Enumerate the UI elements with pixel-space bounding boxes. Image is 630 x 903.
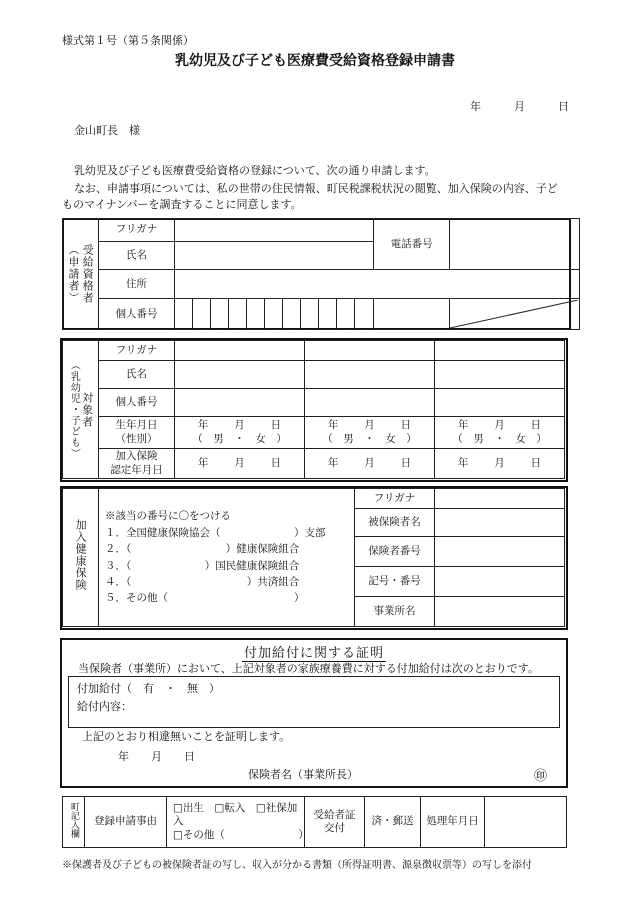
applicant-id-digit[interactable] bbox=[229, 299, 247, 330]
applicant-id-digit[interactable] bbox=[265, 299, 283, 330]
year-label: 年 bbox=[197, 456, 209, 469]
applicant-address-field[interactable] bbox=[175, 270, 580, 299]
child-furigana-field[interactable] bbox=[175, 341, 305, 361]
month-label: 月 bbox=[494, 456, 505, 469]
certificate-section bbox=[60, 638, 568, 788]
day-label: 日 bbox=[270, 456, 282, 469]
birth-label-2: （性別） bbox=[115, 432, 158, 445]
year-label: 年 bbox=[327, 456, 339, 469]
applicant-furigana-field[interactable] bbox=[175, 219, 374, 242]
child-insurance-label bbox=[99, 449, 175, 479]
insurance-side-label bbox=[63, 489, 99, 627]
certificate-body: 当保険者（事業所）において、上記対象者の家族療養費に対する付加給付は次のとおりです。 bbox=[78, 662, 539, 675]
child-id-label: 個人番号 bbox=[99, 389, 175, 417]
applicant-table bbox=[62, 218, 580, 330]
child-name-field[interactable] bbox=[175, 361, 305, 389]
month-label: 月 bbox=[494, 419, 505, 432]
sex-choice[interactable]: （ 男 ・ 女 ） bbox=[192, 432, 287, 445]
applicant-address-label: 住所 bbox=[99, 270, 175, 299]
insurance-option-1[interactable]: １．全国健康保険協会（ ）支部 bbox=[105, 527, 326, 540]
applicant-side-label bbox=[63, 219, 99, 330]
applicant-side-outer: 受給資格者 bbox=[81, 244, 95, 304]
office-label bbox=[63, 797, 85, 848]
insurance-options bbox=[99, 489, 355, 627]
year-label: 年 bbox=[457, 456, 469, 469]
day-label: 日 bbox=[400, 419, 412, 432]
child-birth-field[interactable] bbox=[305, 417, 435, 449]
applicant-phone-label: 電話番号 bbox=[374, 219, 450, 270]
applicant-phone-field[interactable] bbox=[450, 219, 580, 270]
insurance-option-4[interactable]: ４．（ ）共済組合 bbox=[105, 575, 300, 588]
month-label: 月 bbox=[364, 456, 375, 469]
intro-line-2: なお、申請事項については、私の世帯の住民情報、町民税課税状況の閲覧、加入保険の内容、子ど bbox=[74, 182, 558, 195]
process-date-label: 処理年月日 bbox=[421, 797, 485, 848]
date-month-label: 月 bbox=[514, 100, 525, 113]
birth-label-1: 生年月日 bbox=[115, 419, 158, 432]
day-label: 日 bbox=[530, 456, 542, 469]
insurer-number-field[interactable] bbox=[435, 537, 565, 567]
certificate-date: 年 月 日 bbox=[118, 750, 195, 763]
child-side-inner: （乳幼児・子ども） bbox=[68, 360, 80, 459]
form-number: 様式第１号（第５条関係） bbox=[62, 34, 194, 47]
reason-line-1[interactable]: □出生 □転入 □社保加入 bbox=[173, 802, 298, 828]
diagonal-line bbox=[450, 300, 578, 328]
page-title: 乳幼児及び子ども医療費受給資格登録申請書 bbox=[175, 53, 455, 69]
benefit-box[interactable] bbox=[68, 676, 560, 728]
office-label-text: 町記入欄 bbox=[68, 801, 79, 838]
insurance-side-text: 加入健康保険 bbox=[74, 519, 88, 592]
insurer-name-label: 保険者名（事業所長） bbox=[248, 768, 358, 781]
card-label-2: 交付 bbox=[324, 822, 345, 834]
date-year-label: 年 bbox=[470, 100, 481, 113]
year-label: 年 bbox=[197, 419, 209, 432]
insurance-option-5[interactable]: ５．その他（ ） bbox=[105, 591, 305, 604]
insurance-furigana-field[interactable] bbox=[435, 489, 565, 509]
month-label: 月 bbox=[234, 456, 245, 469]
child-id-field[interactable] bbox=[175, 389, 305, 417]
card-label-1: 受給者証 bbox=[313, 808, 356, 821]
applicant-id-digit[interactable] bbox=[175, 299, 193, 330]
benefit-content-label: 給付内容： bbox=[77, 700, 132, 713]
reason-line-2[interactable]: □その他（ ） bbox=[173, 828, 309, 841]
date-day-label: 日 bbox=[558, 100, 569, 113]
applicant-name-field[interactable] bbox=[175, 241, 374, 270]
done-mail[interactable]: 済・郵送 bbox=[365, 797, 421, 848]
child-table bbox=[62, 340, 565, 479]
insurance-option-3[interactable]: ３．（ ）国民健康保険組合 bbox=[105, 559, 300, 572]
applicant-id-digit[interactable] bbox=[355, 299, 374, 330]
seal-mark: ㊞ bbox=[534, 769, 548, 784]
process-date-field[interactable] bbox=[485, 797, 567, 848]
child-insurance-date[interactable] bbox=[305, 449, 435, 479]
day-label: 日 bbox=[270, 419, 282, 432]
applicant-side-inner: （申請者） bbox=[67, 244, 80, 304]
child-furigana-field[interactable] bbox=[435, 341, 565, 361]
card-issue-label bbox=[305, 797, 365, 848]
child-birth-field[interactable] bbox=[175, 417, 305, 449]
applicant-id-digit[interactable] bbox=[301, 299, 319, 330]
sex-choice[interactable]: （ 男 ・ 女 ） bbox=[322, 432, 417, 445]
child-insurance-date[interactable] bbox=[435, 449, 565, 479]
applicant-id-digit[interactable] bbox=[193, 299, 211, 330]
office-name-field[interactable] bbox=[435, 597, 565, 627]
confirm-text: 上記のとおり相違無いことを証明します。 bbox=[82, 730, 291, 743]
office-name-label: 事業所名 bbox=[355, 597, 435, 627]
applicant-id-digit[interactable] bbox=[374, 299, 450, 330]
month-label: 月 bbox=[234, 419, 245, 432]
insurance-table bbox=[62, 488, 565, 627]
child-name-field[interactable] bbox=[435, 361, 565, 389]
applicant-id-blank bbox=[450, 299, 580, 330]
insured-name-field[interactable] bbox=[435, 509, 565, 537]
child-name-field[interactable] bbox=[305, 361, 435, 389]
benefit-choice[interactable]: 付加給付（ 有 ・ 無 ） bbox=[77, 682, 220, 695]
child-id-field[interactable] bbox=[305, 389, 435, 417]
insurance-option-2[interactable]: ２．（ ）健康保険組合 bbox=[105, 543, 300, 556]
month-label: 月 bbox=[364, 419, 375, 432]
intro-line-1: 乳幼児及び子ども医療費受給資格の登録について、次の通り申請します。 bbox=[74, 164, 436, 177]
certificate-title: 付加給付に関する証明 bbox=[243, 646, 384, 661]
child-insurance-date[interactable] bbox=[175, 449, 305, 479]
child-side-label bbox=[63, 341, 99, 479]
child-side-outer: 対象者 bbox=[80, 391, 94, 428]
insured-name-label: 被保険者名 bbox=[355, 509, 435, 537]
insurance-instruction: ※該当の番号に〇をつける bbox=[105, 510, 231, 523]
day-label: 日 bbox=[400, 456, 412, 469]
child-birth-label bbox=[99, 417, 175, 449]
insurance-label-2: 認定年月日 bbox=[110, 463, 163, 476]
sex-choice[interactable]: （ 男 ・ 女 ） bbox=[452, 432, 547, 445]
intro-line-3: ものマイナンバーを調査することに同意します。 bbox=[62, 198, 302, 211]
insurance-furigana-label: フリガナ bbox=[355, 489, 435, 509]
year-label: 年 bbox=[457, 419, 469, 432]
applicant-id-digit[interactable] bbox=[247, 299, 265, 330]
symbol-number-label: 記号・番号 bbox=[355, 567, 435, 597]
day-label: 日 bbox=[530, 419, 542, 432]
reason-options[interactable] bbox=[167, 797, 309, 848]
applicant-name-label: 氏名 bbox=[99, 241, 175, 270]
applicant-id-digit[interactable] bbox=[283, 299, 301, 330]
child-id-field[interactable] bbox=[435, 389, 565, 417]
insurance-label-1: 加入保険 bbox=[115, 450, 158, 463]
applicant-id-label: 個人番号 bbox=[99, 299, 175, 330]
child-name-label: 氏名 bbox=[99, 361, 175, 389]
office-table bbox=[62, 796, 567, 848]
addressee: 金山町長 様 bbox=[74, 124, 140, 137]
child-birth-field[interactable] bbox=[435, 417, 565, 449]
applicant-id-digit[interactable] bbox=[337, 299, 355, 330]
applicant-id-digit[interactable] bbox=[211, 299, 229, 330]
footnote: ※保護者及び子どもの被保険者証の写し、収入が分かる書類（所得証明書、源泉徴収票等）の写しを添付 bbox=[62, 860, 532, 871]
symbol-number-field[interactable] bbox=[435, 567, 565, 597]
child-furigana-field[interactable] bbox=[305, 341, 435, 361]
insurer-number-label: 保険者番号 bbox=[355, 537, 435, 567]
reason-label: 登録申請事由 bbox=[85, 797, 167, 848]
applicant-furigana-label: フリガナ bbox=[99, 219, 175, 242]
year-label: 年 bbox=[327, 419, 339, 432]
child-furigana-label: フリガナ bbox=[99, 341, 175, 361]
applicant-id-digit[interactable] bbox=[319, 299, 337, 330]
